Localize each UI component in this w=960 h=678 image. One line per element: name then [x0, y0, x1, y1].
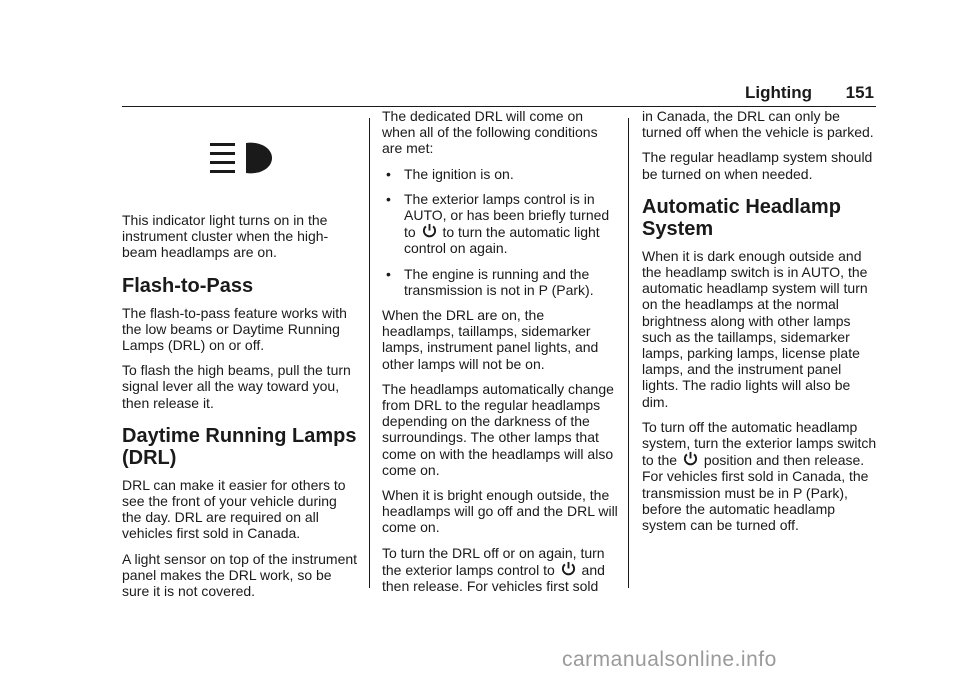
paragraph	[382, 545, 618, 595]
list-item-text: The ignition is on.	[404, 165, 514, 182]
column-1	[122, 108, 358, 608]
paragraph-text: position and then release. For vehicles first sold in Canada, the transmission must be in P (Park), before the automatic headlamp system can be turned off.	[642, 452, 869, 534]
heading-daytime-running-lamps: Daytime Running Lamps (DRL)	[122, 424, 357, 469]
watermark: carmanualsonline.info	[562, 648, 777, 671]
bullet-mark: •	[386, 265, 391, 282]
column-2	[382, 108, 618, 603]
list-item-text: to turn the automatic light control on again.	[404, 224, 600, 257]
paragraph	[642, 419, 878, 533]
indicator-description: This indicator light turns on in the instrument cluster when the high-beam headlamps are on.	[122, 212, 329, 261]
list-item	[382, 191, 618, 257]
heading-flash-to-pass: Flash-to-Pass	[122, 274, 254, 297]
bullet-mark: •	[386, 190, 391, 207]
paragraph: To flash the high beams, pull the turn signal lever all the way toward you, then release it.	[122, 362, 351, 411]
list-item	[382, 166, 618, 182]
paragraph: The flash-to-pass feature works with the low beams or Daytime Running Lamps (DRL) on or off.	[122, 304, 347, 354]
paragraph-text: To turn off the automatic headlamp system, turn the exterior lamps switch to the	[642, 418, 877, 469]
page-header	[122, 82, 876, 107]
heading-automatic-headlamp-system: Automatic Headlamp System	[642, 195, 841, 240]
paragraph: The headlamps automatically change from DRL to the regular headlamps depending on the darkness of the surroundings. The other lamps that come on with the headlamps will also come on.	[382, 380, 614, 478]
list-item-text: The engine is running and the transmission is not in P (Park).	[404, 265, 594, 298]
paragraph: When the DRL are on, the headlamps, taillamps, sidemarker lamps, instrument panel lights, and other lamps will not be on.	[382, 307, 599, 372]
paragraph: The regular headlamp system should be turned on when needed.	[642, 149, 873, 182]
paragraph: When it is bright enough outside, the headlamps will go off and the DRL will come on.	[382, 487, 618, 536]
paragraph: DRL can make it easier for others to see the front of your vehicle during the day. DRL are required on all vehicles first sold in Canada.	[122, 476, 346, 542]
power-off-icon	[561, 561, 576, 576]
power-off-icon	[683, 451, 698, 466]
high-beam-indicator-icon	[208, 138, 274, 178]
paragraph-text: To turn the DRL off or on again, turn the exterior lamps control to	[382, 544, 605, 578]
paragraph: The dedicated DRL will come on when all of the following conditions are met:	[382, 108, 598, 157]
column-divider-2	[628, 118, 629, 588]
paragraph: in Canada, the DRL can only be turned off when the vehicle is parked.	[642, 108, 874, 141]
paragraph: When it is dark enough outside and the headlamp switch is in AUTO, the automatic headlamp system will turn on the headlamps at the normal brightness along with other lamps such as the taillamps, sidemarker lamps, parking lamps, license plate lamps, and the instrument panel lights. The radio lights will also be dim.	[642, 247, 868, 410]
page-number: 151	[845, 83, 874, 102]
paragraph-text: and then release. For vehicles first sold	[382, 561, 605, 595]
list-item-text: The exterior lamps control is in AUTO, or has been briefly turned to	[404, 190, 610, 241]
list-item	[382, 266, 618, 298]
paragraph: A light sensor on top of the instrument panel makes the DRL work, so be sure it is not covered.	[122, 550, 358, 600]
section-title: Lighting	[744, 83, 812, 102]
bullet-mark: •	[386, 165, 391, 182]
power-off-icon	[422, 223, 437, 238]
column-3	[642, 108, 878, 542]
column-divider-1	[369, 118, 370, 588]
